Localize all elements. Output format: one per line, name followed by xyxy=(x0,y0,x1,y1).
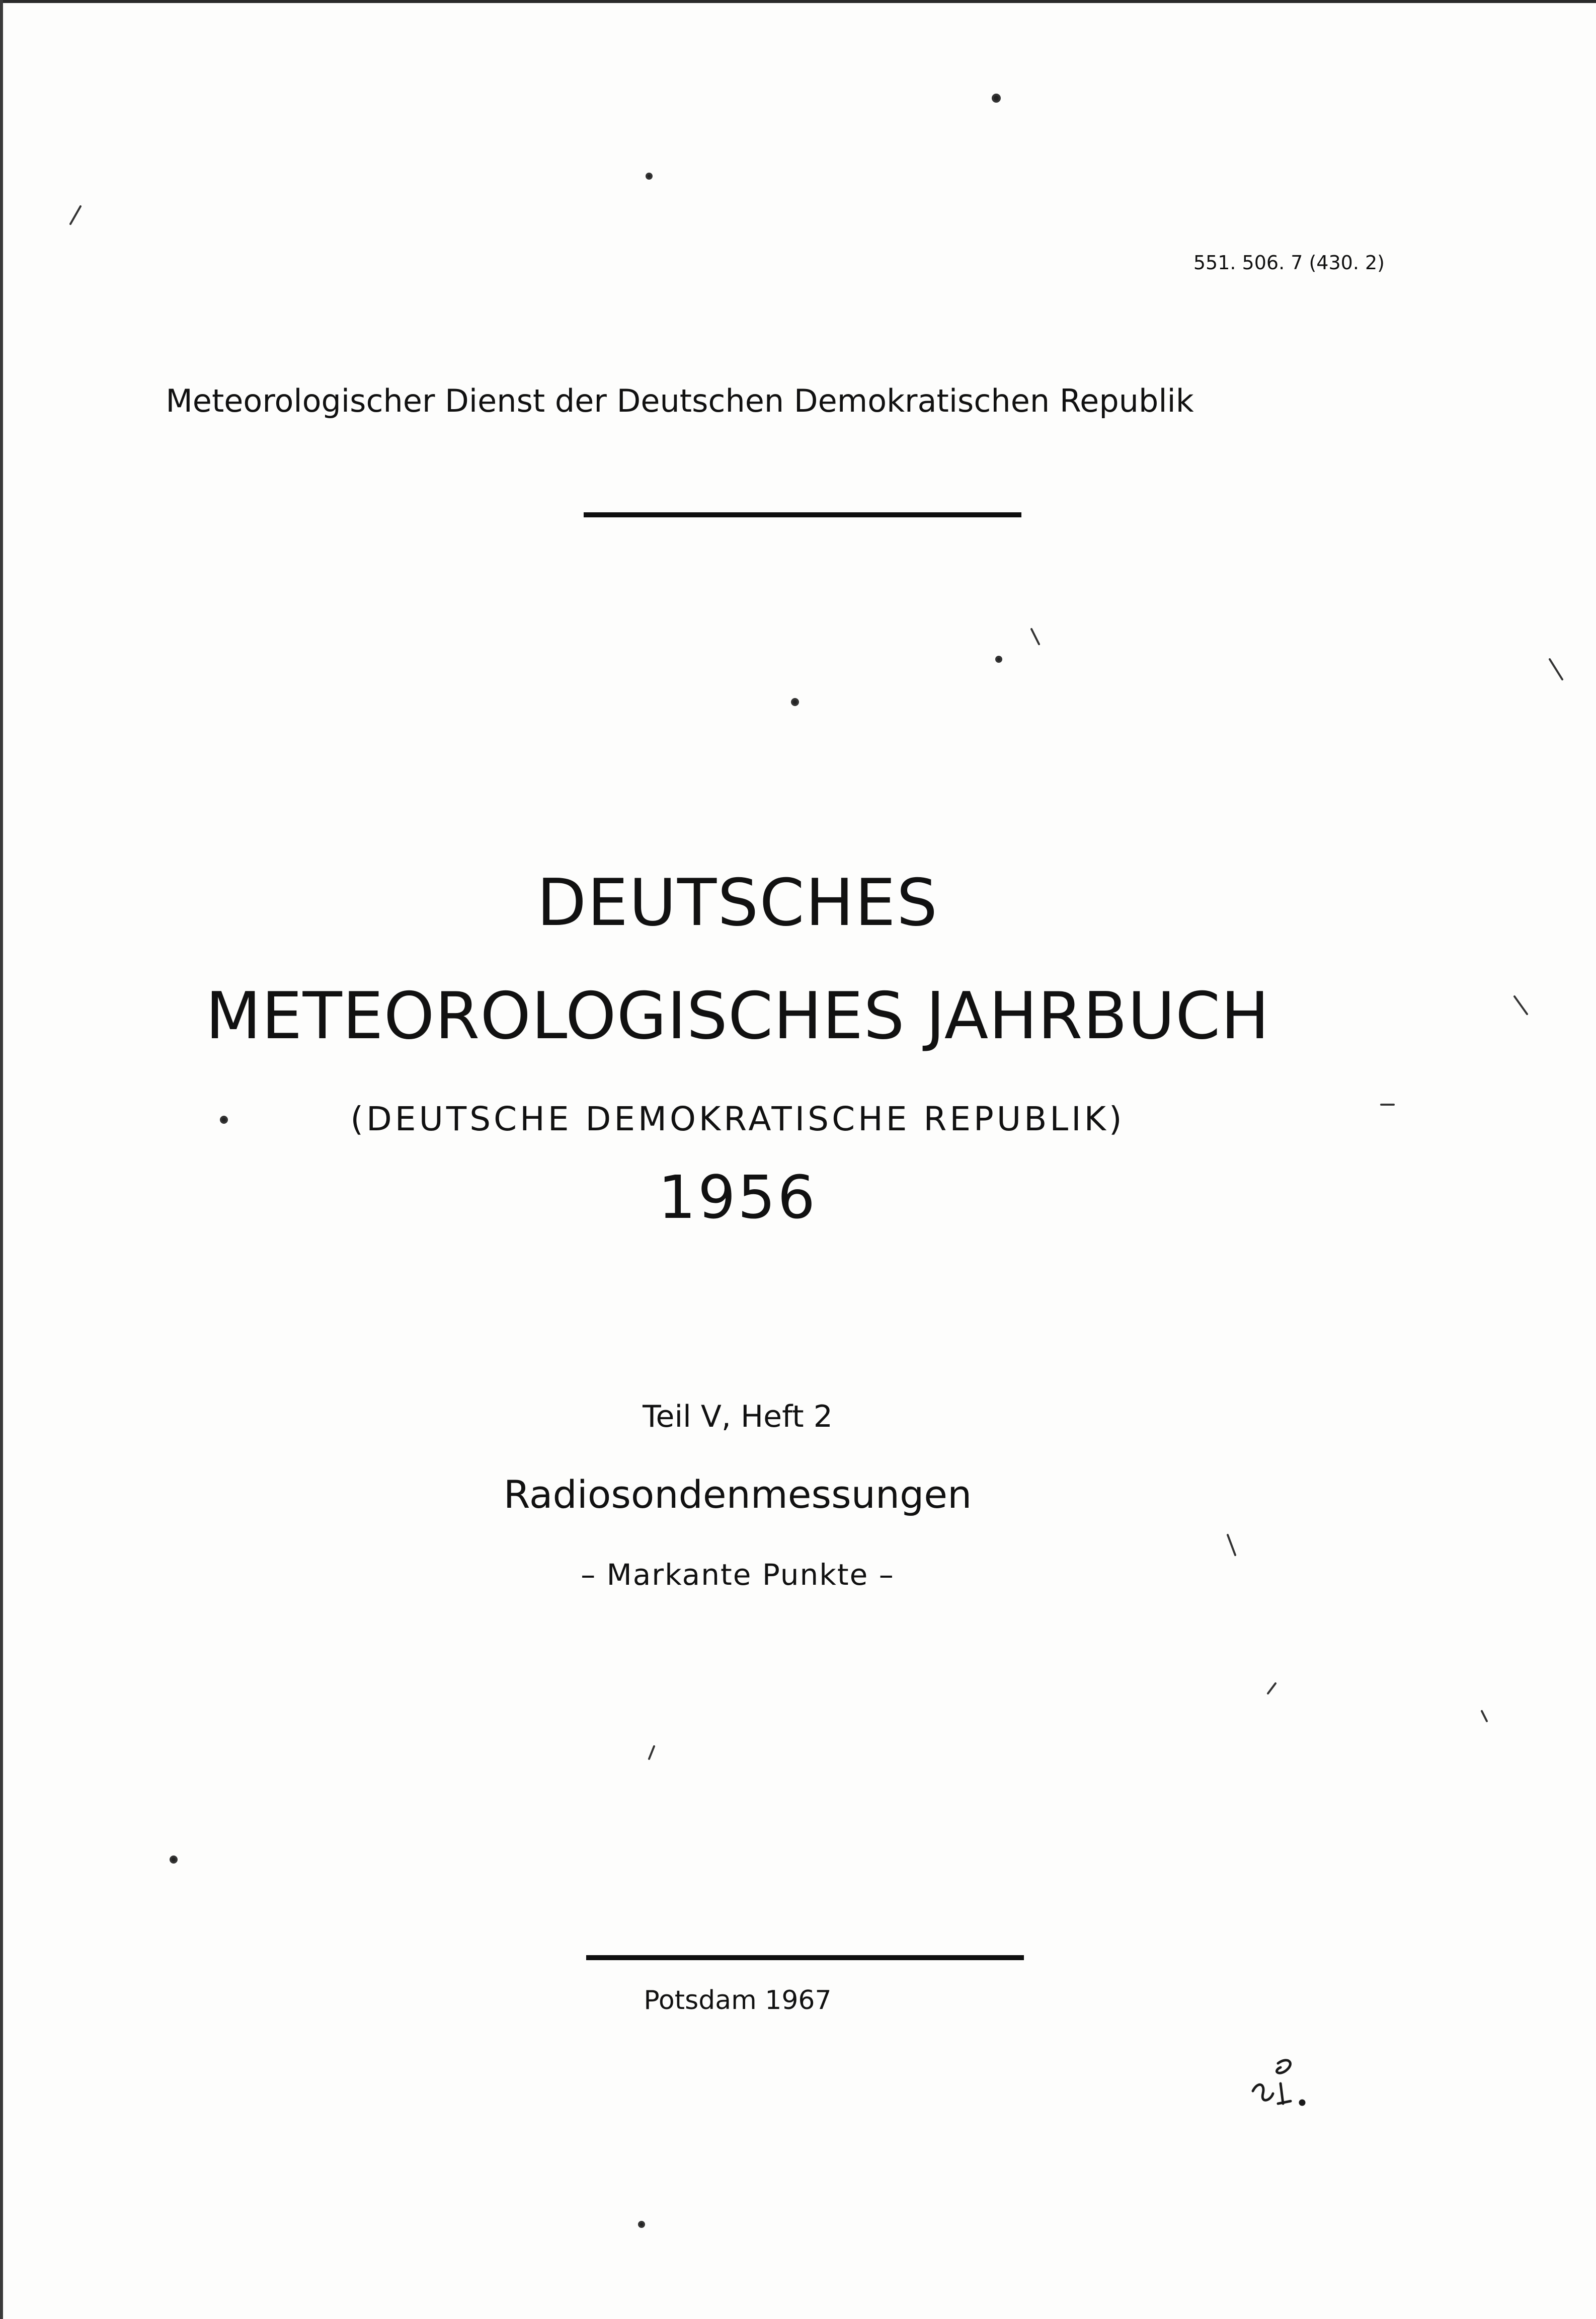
publisher-institution: Meteorologischer Dienst der Deutschen Demokratischen Republik xyxy=(166,382,1194,419)
part-issue: Teil V, Heft 2 xyxy=(643,1399,833,1434)
country-subtitle: (DEUTSCHE DEMOKRATISCHE REPUBLIK) xyxy=(350,1100,1125,1138)
year: 1956 xyxy=(658,1163,818,1232)
imprint: Potsdam 1967 xyxy=(644,1985,832,2016)
top-divider xyxy=(584,512,1021,517)
udc-classification: 551. 506. 7 (430. 2) xyxy=(1193,252,1385,274)
bottom-divider xyxy=(586,1955,1024,1960)
section-subtopic: – Markante Punkte – xyxy=(581,1558,895,1592)
title-line-1: DEUTSCHES xyxy=(536,866,939,941)
handwritten-mark xyxy=(1243,2053,1318,2114)
title-line-2: METEOROLOGISCHES JAHRBUCH xyxy=(205,979,1270,1054)
section-topic: Radiosondenmessungen xyxy=(503,1472,972,1517)
